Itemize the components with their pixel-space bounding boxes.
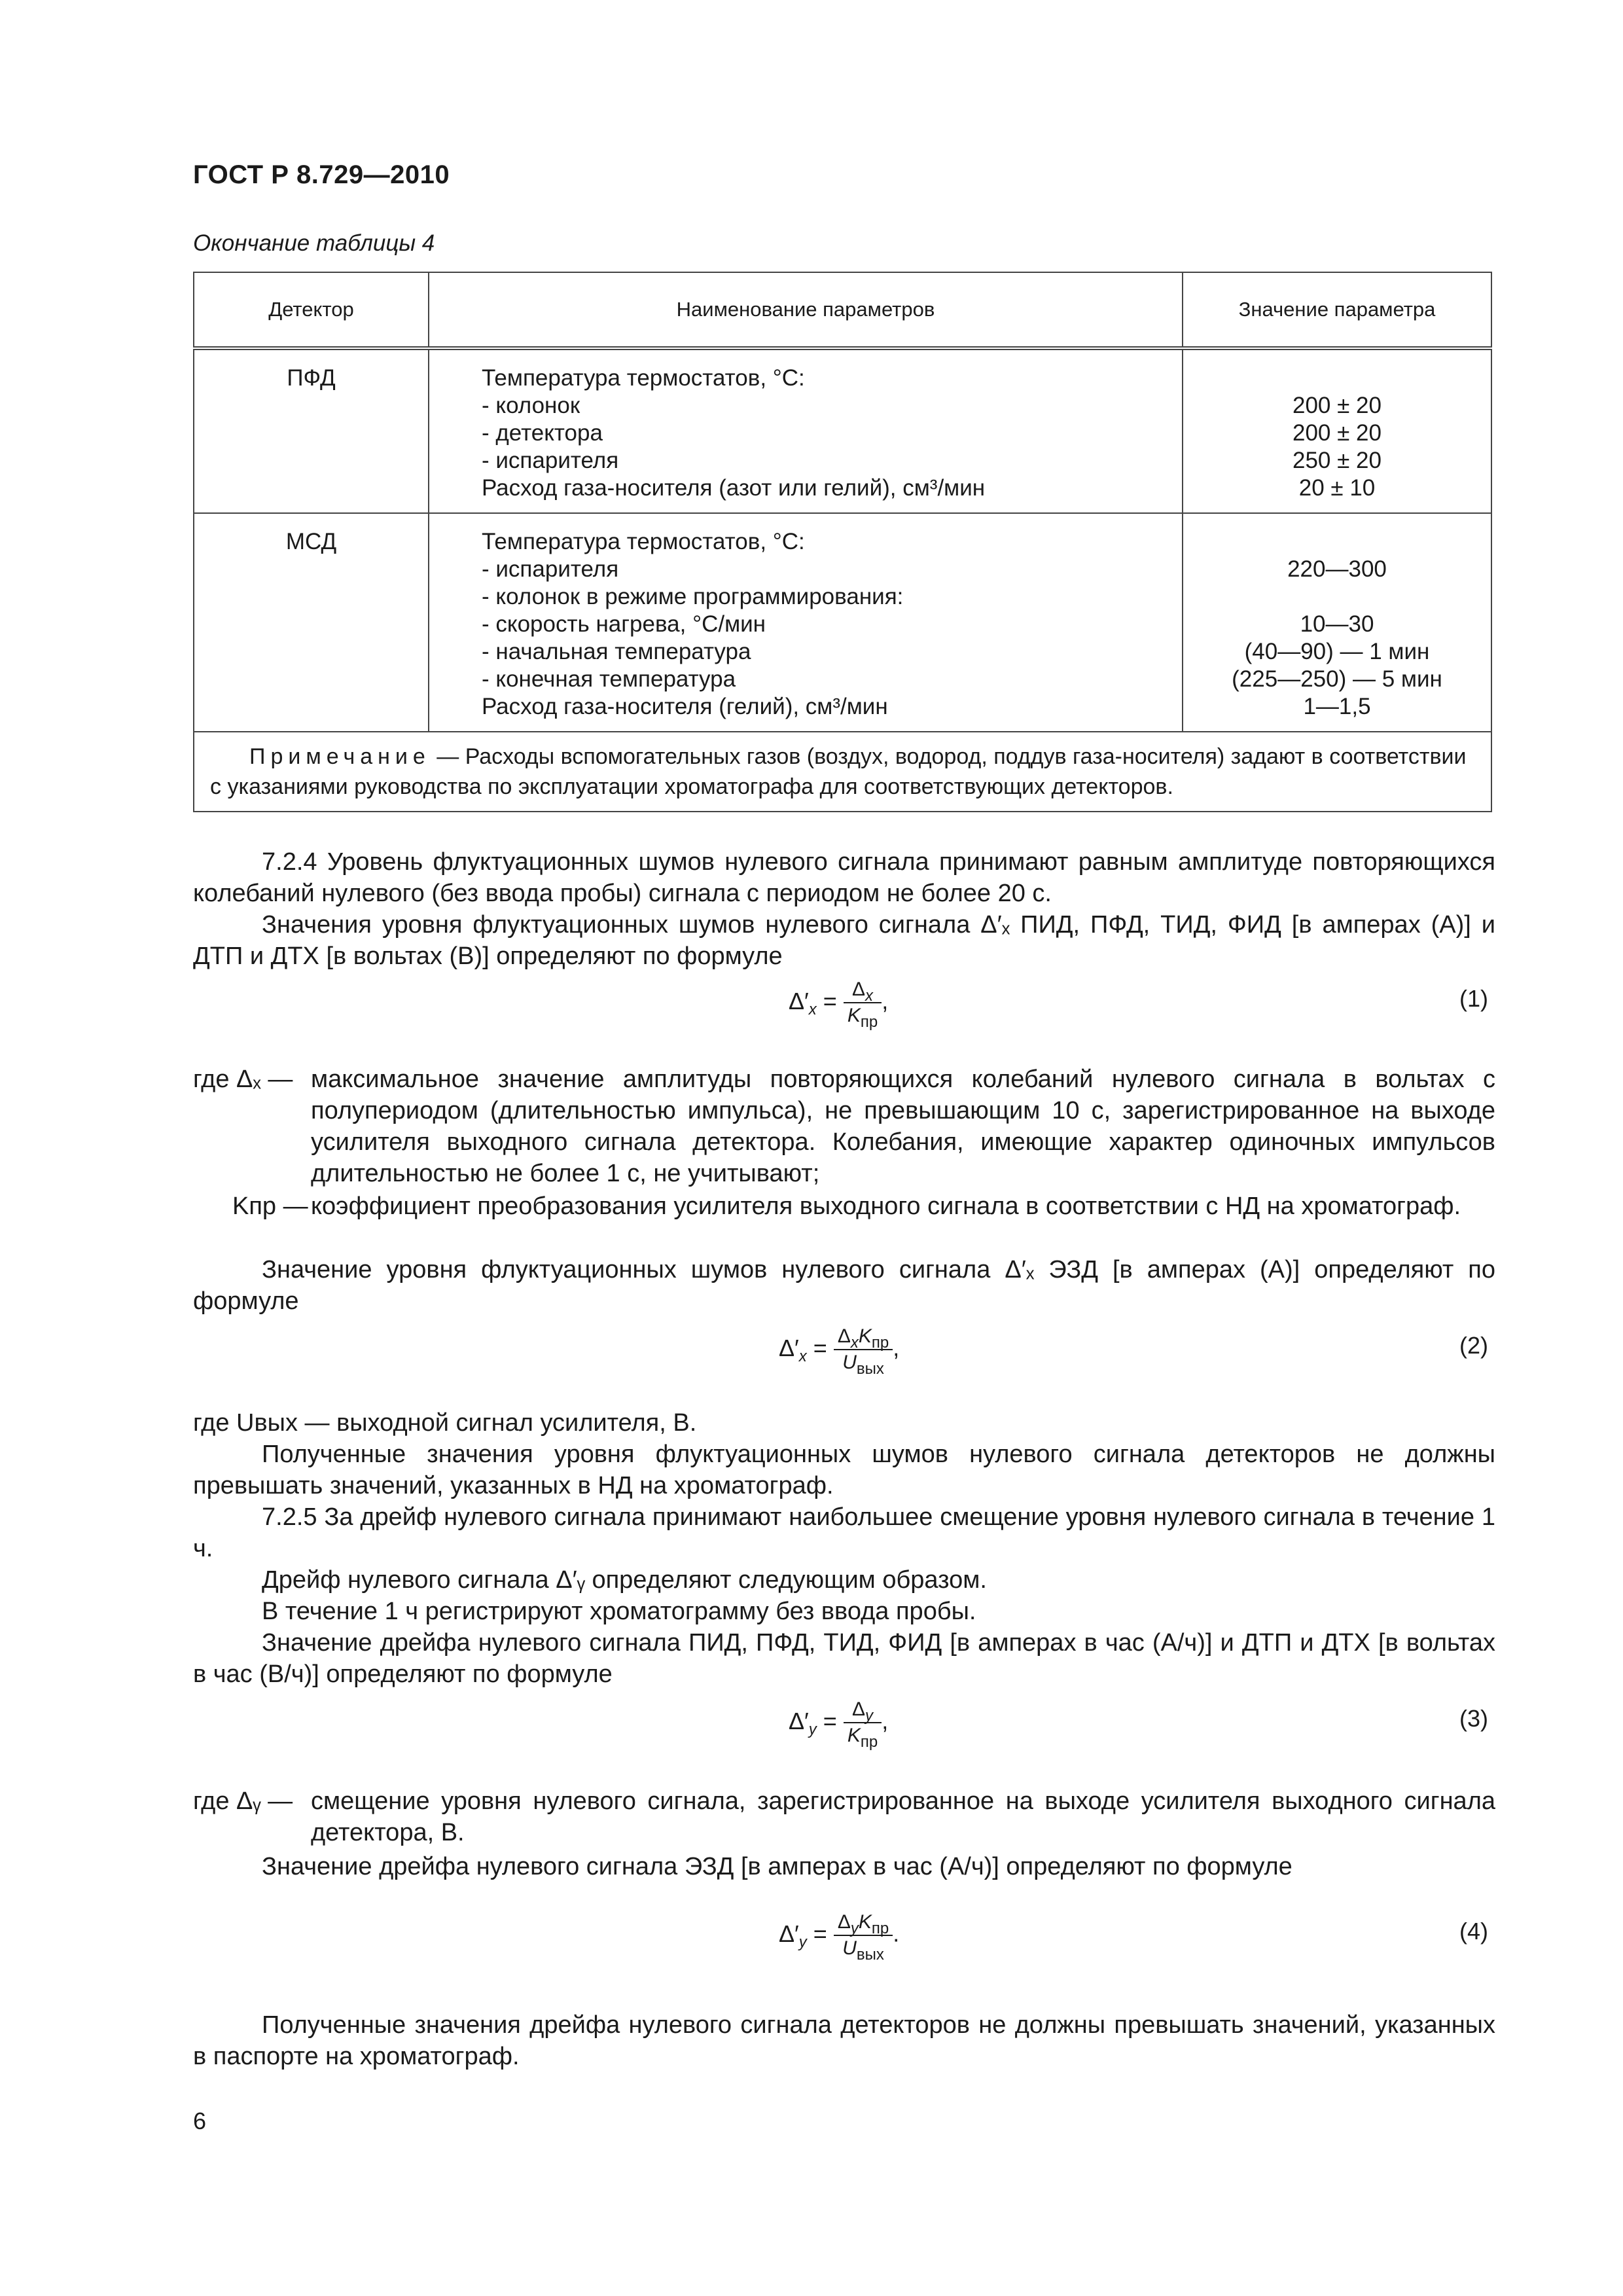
param-line: - колонок в режиме программирования: — [482, 584, 904, 609]
paragraph: В течение 1 ч регистрируют хроматограмму без ввода пробы. — [262, 1598, 976, 1625]
definition-u: где Uвых — выходной сигнал усилителя, В. — [193, 1409, 697, 1437]
paragraph: 7.2.4 Уровень флуктуационных шумов нулевого сигнала принимают равным амплитуде повторяющихся колебаний нулевого (без ввода пробы) сигнала с периодом не более 20 с. — [193, 848, 1495, 907]
denominator: $K_{пр}$ — [847, 1005, 878, 1031]
formula-lhs: $\Delta'_y$ = — [789, 1707, 844, 1738]
note-text: — Расходы вспомогательных газов (воздух, водород, поддув газа-носителя) задают в соответствии с указаниями руководства по эксплуатации хроматографа для соответствующих детекторов. — [210, 744, 1467, 799]
paragraph: Значение уровня флуктуационных шумов нулевого сигнала Δ′ₓ ЭЗД [в амперах (А)] определяют по формуле — [193, 1256, 1495, 1315]
params-cell — [429, 348, 1183, 513]
numerator: $\Delta_yK_{пр}$ — [834, 1911, 893, 1936]
value-line: 10—30 — [1300, 611, 1374, 637]
definition-text: максимальное значение амплитуды повторяющихся колебаний нулевого сигнала в вольтах с полупериодом (длительностью импульса), не превышающим 10 с, зарегистрированное на выходе усилителя выходного сигнала детектора. Колебания, имеющие характер одиночных импульсов длительностью не более 1 с, не учитывают; — [311, 1066, 1495, 1187]
fraction — [834, 1325, 893, 1378]
equation-number: (2) — [1459, 1332, 1488, 1359]
param-line: - колонок — [482, 393, 580, 418]
equation-number: (4) — [1459, 1918, 1488, 1945]
value-line: 220—300 — [1287, 556, 1387, 582]
numerator: $\Delta_xK_{пр}$ — [834, 1325, 893, 1350]
param-line: - детектора — [482, 420, 603, 446]
params-cell — [429, 513, 1183, 732]
value-line: 20 ± 10 — [1298, 475, 1376, 501]
definition-term: Kпр — — [232, 1193, 308, 1220]
param-line: Расход газа-носителя (азот или гелий), см³/мин — [482, 475, 986, 501]
formula-1: $\Delta'_x$ = $\frac{\Delta_x}{K_{пр}}$ , — [789, 978, 889, 1031]
equation-number: (1) — [1459, 985, 1488, 1012]
definition-text: смещение уровня нулевого сигнала, зарегистрированное на выходе усилителя выходного сигнала детектора, В. — [311, 1787, 1495, 1846]
value-line: 1—1,5 — [1303, 694, 1371, 719]
detector-cell: ПФД — [194, 348, 429, 513]
fraction — [844, 1698, 882, 1751]
equation-number: (3) — [1459, 1705, 1488, 1732]
formula-2: $\Delta'_x$ = $\frac{\Delta_xK_{пр}}{U_{вых}}$ , — [779, 1325, 900, 1378]
formula-lhs: $\Delta'_x$ = — [789, 987, 844, 1018]
formula-3: $\Delta'_y$ = $\frac{\Delta_y}{K_{пр}}$ , — [789, 1698, 889, 1751]
paragraph: Дрейф нулевого сигнала Δ′ᵧ определяют следующим образом. — [262, 1566, 987, 1594]
table-row — [194, 348, 1491, 513]
param-line: - испарителя — [482, 448, 619, 473]
table-row — [194, 513, 1491, 732]
value-line — [1183, 528, 1491, 556]
paragraph: 7.2.5 За дрейф нулевого сигнала принимают наибольшее смещение уровня нулевого сигнала в течение 1 ч. — [193, 1503, 1495, 1562]
parameters-table — [193, 272, 1492, 812]
value-line: (225—250) — 5 мин — [1232, 666, 1442, 692]
value-line — [1183, 365, 1491, 392]
table-note — [194, 732, 1491, 812]
denominator: $K_{пр}$ — [847, 1725, 878, 1751]
param-line: Температура термостатов, °С: — [482, 365, 805, 391]
numerator: $\Delta_x$ — [844, 978, 882, 1003]
param-line: Температура термостатов, °С: — [482, 529, 805, 554]
column-header: Детектор — [194, 272, 429, 348]
values-cell — [1183, 348, 1491, 513]
formula-lhs: $\Delta'_x$ = — [779, 1334, 834, 1365]
param-line: - начальная температура — [482, 639, 751, 664]
paragraph: Значение дрейфа нулевого сигнала ЭЗД [в амперах в час (А/ч)] определяют по формуле — [262, 1853, 1293, 1880]
definition-term: где Δᵧ — — [193, 1787, 293, 1815]
paragraph: Полученные значения дрейфа нулевого сигнала детекторов не должны превышать значений, указанных в паспорте на хроматограф. — [193, 2011, 1495, 2070]
column-header: Наименование параметров — [429, 272, 1183, 348]
value-line: (40—90) — 1 мин — [1244, 639, 1430, 664]
param-line: - скорость нагрева, °С/мин — [482, 611, 766, 637]
table-header-row — [194, 272, 1491, 348]
table-note-row — [194, 732, 1491, 812]
param-line: Расход газа-носителя (гелий), см³/мин — [482, 694, 888, 719]
definition-text: коэффициент преобразования усилителя выходного сигнала в соответствии с НД на хроматограф. — [311, 1193, 1461, 1220]
value-line: 250 ± 20 — [1293, 448, 1382, 473]
formula-4: $\Delta'_y$ = $\frac{\Delta_yK_{пр}}{U_{вых}}$ . — [779, 1911, 900, 1964]
page-number: 6 — [193, 2108, 207, 2134]
denominator: $U_{вых}$ — [842, 1937, 884, 1964]
value-line: 200 ± 20 — [1293, 393, 1382, 418]
value-line: 200 ± 20 — [1293, 420, 1382, 446]
paragraph: Значение дрейфа нулевого сигнала ПИД, ПФД, ТИД, ФИД [в амперах в час (А/ч)] и ДТП и ДТХ [в вольтах в час (В/ч)] определяют по формуле — [193, 1629, 1495, 1688]
param-line: - испарителя — [482, 556, 619, 582]
detector-cell: МСД — [194, 513, 429, 732]
table-caption: Окончание таблицы 4 — [193, 230, 435, 256]
fraction — [834, 1911, 893, 1964]
paragraph: Полученные значения уровня флуктуационных шумов нулевого сигнала детекторов не должны превышать значений, указанных в НД на хроматограф. — [193, 1441, 1495, 1499]
paragraph: Значения уровня флуктуационных шумов нулевого сигнала Δ′ₓ ПИД, ПФД, ТИД, ФИД [в амперах (А)] и ДТП и ДТХ [в вольтах (В)] определяют по формуле — [193, 911, 1495, 970]
values-cell — [1183, 513, 1491, 732]
denominator: $U_{вых}$ — [842, 1352, 884, 1378]
note-label: Примечание — [249, 744, 431, 769]
document-header: ГОСТ Р 8.729—2010 — [193, 160, 450, 189]
fraction — [844, 978, 882, 1031]
param-line: - конечная температура — [482, 666, 736, 692]
formula-lhs: $\Delta'_y$ = — [779, 1920, 834, 1951]
column-header: Значение параметра — [1183, 272, 1491, 348]
value-line — [1183, 583, 1491, 611]
definition-term: где Δₓ — — [193, 1066, 293, 1093]
numerator: $\Delta_y$ — [844, 1698, 882, 1723]
